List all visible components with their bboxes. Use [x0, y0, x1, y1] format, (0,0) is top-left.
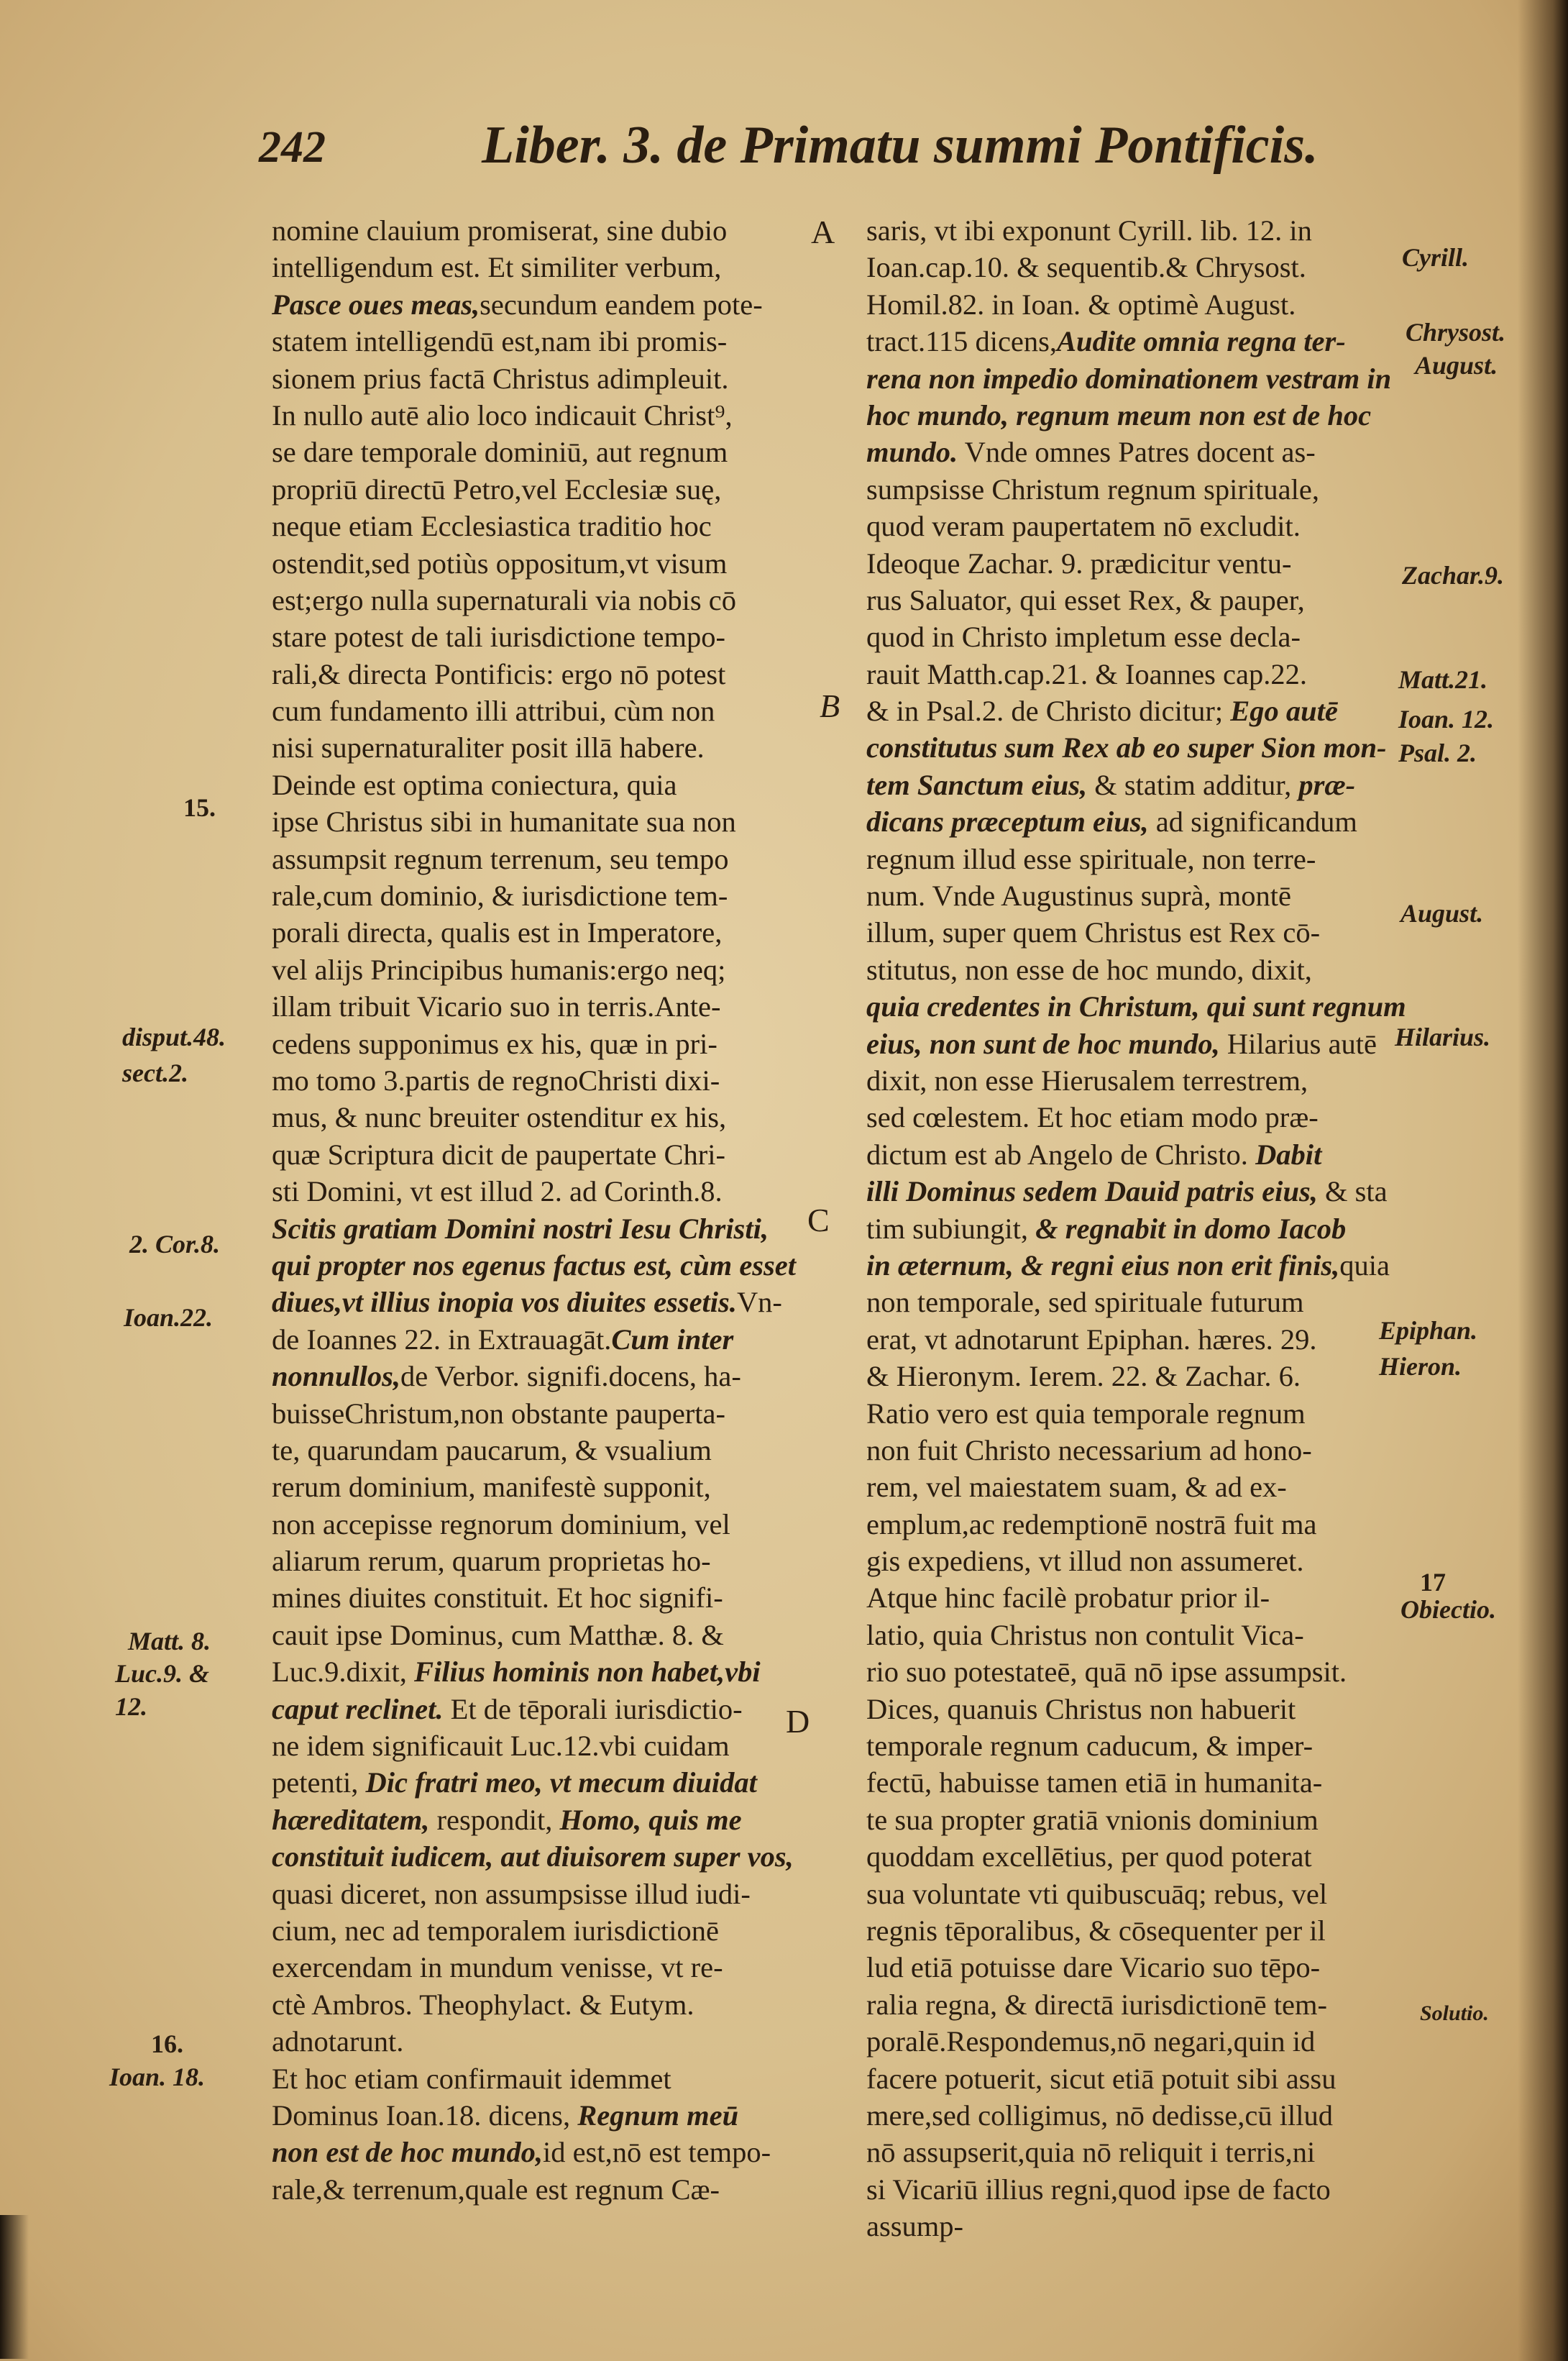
- text-run: Et hoc etiam confirmauit idemmet: [272, 2062, 671, 2095]
- text-line: [866, 951, 1402, 988]
- text-line: [866, 286, 1402, 323]
- text-run: quod veram paupertatem nō excludit.: [866, 510, 1301, 543]
- section-mark-b: B: [820, 688, 840, 724]
- text-line: [866, 1395, 1402, 1432]
- text-run: non temporale, sed spirituale futurum: [866, 1286, 1304, 1319]
- text-line: [866, 618, 1402, 655]
- margin-note-cyrill: Cyrill.: [1402, 243, 1470, 272]
- text-line: [272, 1876, 804, 1912]
- italic-text: qui propter nos egenus factus est, cùm esset: [272, 1248, 797, 1282]
- text-line: [272, 1026, 804, 1062]
- text-line: [272, 1210, 804, 1247]
- text-line: [866, 360, 1402, 397]
- italic-text: constitutus sum Rex ab eo super Sion mon-: [866, 731, 1387, 764]
- text-line: [272, 249, 804, 286]
- page-number: 242: [259, 123, 326, 172]
- page-header: [259, 115, 1337, 201]
- text-line: [272, 2171, 804, 2208]
- text-run: quod in Christo impletum esse decla-: [866, 621, 1301, 654]
- text-line: [272, 767, 804, 803]
- margin-note-ioan12: Ioan. 12.: [1398, 705, 1495, 734]
- text-line: [272, 803, 804, 840]
- margin-note-hilarius: Hilarius.: [1395, 1023, 1491, 1051]
- italic-text: hæreditatem,: [272, 1803, 430, 1836]
- text-run: sed cœlestem. Et hoc etiam modo præ-: [866, 1101, 1319, 1134]
- text-line: [272, 286, 804, 323]
- text-line: [272, 1062, 804, 1099]
- text-run: & sta: [1317, 1175, 1388, 1208]
- text-run: assumpsit regnum terrenum, seu tempo: [272, 842, 729, 875]
- text-line: [272, 1506, 804, 1543]
- italic-text: diues,vt illius inopia vos diuites essetis.: [272, 1286, 737, 1319]
- margin-note-chrysost: Chrysost.: [1406, 318, 1506, 347]
- text-run: rale,& terrenum,quale est regnum Cæ-: [272, 2173, 720, 2206]
- text-run: porali directa, qualis est in Imperatore,: [272, 916, 723, 949]
- italic-text: Regnum meū: [577, 2099, 739, 2132]
- text-run: ralia regna, & directā iurisdictionē tem-: [866, 1988, 1327, 2021]
- text-line: [866, 1876, 1402, 1912]
- margin-note-sect: sect.2.: [122, 1059, 188, 1087]
- text-line: [272, 212, 804, 249]
- italic-text: præ-: [1298, 768, 1356, 801]
- text-run: mines diuites constituit. Et hoc signifi-: [272, 1581, 723, 1615]
- text-run: ad significandum: [1148, 805, 1357, 839]
- text-run: ostendit,sed potiùs oppositum,vt visum: [272, 547, 728, 580]
- margin-note-zachar: Zachar.9.: [1402, 561, 1505, 590]
- text-run: Ioan.cap.10. & sequentib.& Chrysost.: [866, 251, 1306, 284]
- text-line: [866, 1026, 1402, 1062]
- text-line: [866, 1358, 1402, 1394]
- text-line: [866, 545, 1402, 582]
- text-line: [866, 729, 1402, 766]
- margin-note-16: 16.: [151, 2029, 183, 2058]
- text-run: de Verbor. signifi.docens, ha-: [400, 1360, 741, 1393]
- text-run: Homil.82. in Ioan. & optimè August.: [866, 288, 1296, 321]
- text-run: cum fundamento illi attribui, cùm non: [272, 695, 715, 728]
- text-line: [866, 1506, 1402, 1543]
- margin-note-hieron: Hieron.: [1379, 1352, 1462, 1381]
- text-run: Ratio vero est quia temporale regnum: [866, 1397, 1306, 1430]
- text-run: Dominus Ioan.18. dicens,: [272, 2099, 578, 2132]
- text-line: [866, 1986, 1402, 2023]
- text-line: [272, 693, 804, 729]
- italic-text: mundo.: [866, 436, 958, 469]
- text-line: [866, 397, 1402, 434]
- text-line: [272, 2134, 804, 2170]
- text-line: [866, 1838, 1402, 1875]
- text-line: [272, 1949, 804, 1986]
- text-line: [866, 249, 1402, 286]
- text-line: [866, 767, 1402, 803]
- italic-text: eius, non sunt de hoc mundo,: [866, 1027, 1220, 1060]
- italic-text: rena non impedio dominationem vestram in: [866, 362, 1392, 395]
- margin-note-ioan22: Ioan.22.: [124, 1303, 214, 1332]
- text-line: [866, 1949, 1402, 1986]
- margin-note-psal2: Psal. 2.: [1398, 739, 1477, 767]
- text-line: [272, 471, 804, 508]
- text-line: [866, 1210, 1402, 1247]
- text-run: se dare temporale dominiū, aut regnum: [272, 436, 728, 469]
- italic-text: constituit iudicem, aut diuisorem super vos,: [272, 1840, 794, 1873]
- text-line: [272, 1579, 804, 1616]
- text-line: [272, 323, 804, 360]
- text-run: quasi diceret, non assumpsisse illud iudi-: [272, 1877, 751, 1910]
- text-line: [866, 323, 1402, 360]
- italic-text: Homo, quis me: [559, 1803, 742, 1836]
- text-line: [272, 1912, 804, 1949]
- text-run: Ideoque Zachar. 9. prædicitur ventu-: [866, 547, 1292, 580]
- text-run: quoddam excellētius, per quod poterat: [866, 1840, 1312, 1873]
- text-line: [272, 545, 804, 582]
- italic-text: tem Sanctum eius,: [866, 768, 1088, 801]
- text-line: [866, 1653, 1402, 1690]
- text-run: stare potest de tali iurisdictione tempo-: [272, 621, 725, 654]
- italic-text: caput reclinet.: [272, 1692, 444, 1725]
- text-run: rerum dominium, manifestè supponit,: [272, 1471, 711, 1504]
- text-line: [866, 2023, 1402, 2060]
- text-line: [272, 1099, 804, 1136]
- text-line: [866, 582, 1402, 618]
- text-run: intelligendum est. Et similiter verbum,: [272, 251, 722, 284]
- text-line: [272, 656, 804, 693]
- text-line: [866, 1912, 1402, 1949]
- italic-text: hoc mundo, regnum meum non est de hoc: [866, 398, 1372, 431]
- italic-text: Filius hominis non habet,vbi: [413, 1656, 761, 1689]
- text-run: regnum illud esse spirituale, non terre-: [866, 842, 1316, 875]
- text-line: [272, 1801, 804, 1838]
- text-run: illam tribuit Vicario suo in terris.Ante-: [272, 990, 721, 1023]
- text-line: [866, 1469, 1402, 1505]
- text-line: [272, 1727, 804, 1764]
- text-run: buisseChristum,non obstante pauperta-: [272, 1397, 726, 1430]
- text-run: dixit, non esse Hierusalem terrestrem,: [866, 1064, 1308, 1097]
- text-line: [866, 1136, 1402, 1173]
- text-line: [272, 434, 804, 470]
- text-line: [272, 1764, 804, 1801]
- margin-note-2cor: 2. Cor.8.: [129, 1230, 221, 1259]
- text-run: sua voluntate vti quibuscuāq; rebus, vel: [866, 1877, 1328, 1910]
- text-run: saris, vt ibi exponunt Cyrill. lib. 12. in: [866, 214, 1312, 247]
- margin-note-disput: disput.48.: [122, 1023, 226, 1051]
- text-run: emplum,ac redemptionē nostrā fuit ma: [866, 1507, 1317, 1540]
- section-mark-c: C: [807, 1202, 830, 1238]
- text-run: est;ergo nulla supernaturali via nobis cō: [272, 583, 736, 616]
- text-line: [272, 951, 804, 988]
- margin-note-17: 17: [1420, 1568, 1446, 1597]
- text-line: [272, 1543, 804, 1579]
- margin-note-solutio: Solutio.: [1420, 2001, 1489, 2025]
- text-line: [272, 2023, 804, 2060]
- text-line: [866, 1579, 1402, 1616]
- running-title: Liber. 3. de Primatu summi Pontificis.: [482, 116, 1319, 175]
- text-run: rio suo potestateē, quā nō ipse assumpsit.: [866, 1656, 1347, 1689]
- text-run: aliarum rerum, quarum proprietas ho-: [272, 1545, 711, 1578]
- text-line: [866, 2171, 1402, 2208]
- italic-text: Scitis gratiam Domini nostri Iesu Christi,: [272, 1212, 769, 1245]
- text-run: Dices, quanuis Christus non habuerit: [866, 1692, 1296, 1725]
- text-run: nisi supernaturaliter posit illā habere.: [272, 731, 705, 764]
- text-line: [272, 729, 804, 766]
- italic-text: quia credentes in Christum, qui sunt regnum: [866, 990, 1406, 1023]
- text-run: Deinde est optima coniectura, quia: [272, 768, 677, 801]
- text-run: temporale regnum caducum, & imper-: [866, 1730, 1313, 1763]
- text-line: [866, 1247, 1402, 1284]
- text-run: illum, super quem Christus est Rex cō-: [866, 916, 1321, 949]
- text-run: vel alijs Principibus humanis:ergo neq;: [272, 953, 726, 986]
- margin-note-luc9: Luc.9. &: [115, 1659, 209, 1688]
- text-run: quia: [1339, 1248, 1390, 1282]
- italic-text: non est de hoc mundo,: [272, 2136, 543, 2169]
- italic-text: Cum inter: [611, 1323, 734, 1356]
- italic-text: in æternum, & regni eius non erit finis,: [866, 1248, 1340, 1282]
- italic-text: illi Dominus sedem Dauid patris eius,: [866, 1175, 1318, 1208]
- text-line: [272, 2060, 804, 2097]
- text-run: fectū, habuisse tamen etiā in humanita-: [866, 1766, 1323, 1799]
- text-run: sumpsisse Christum regnum spirituale,: [866, 472, 1319, 506]
- text-run: Luc.9.dixit,: [272, 1656, 414, 1689]
- text-line: [866, 2208, 1402, 2244]
- text-line: [272, 1653, 804, 1690]
- text-run: assump-: [866, 2210, 963, 2243]
- margin-note-12: 12.: [115, 1692, 147, 1721]
- text-line: [866, 1099, 1402, 1136]
- text-run: sionem prius factā Christus adimpleuit.: [272, 362, 729, 395]
- italic-text: Dabit: [1255, 1138, 1322, 1171]
- text-run: non accepisse regnorum dominium, vel: [272, 1507, 730, 1540]
- text-run: cauit ipse Dominus, cum Matthæ. 8. &: [272, 1618, 724, 1651]
- text-line: [866, 434, 1402, 470]
- text-run: stitutus, non esse de hoc mundo, dixit,: [866, 953, 1312, 986]
- text-line: [272, 618, 804, 655]
- text-line: [866, 656, 1402, 693]
- text-line: [866, 988, 1406, 1025]
- italic-text: Ego autē: [1230, 695, 1338, 728]
- page-gutter-shadow: [1518, 0, 1568, 2361]
- text-run: regnis tēporalibus, & cōsequenter per il: [866, 1914, 1326, 1947]
- text-run: rem, vel maiestatem suam, & ad ex-: [866, 1471, 1287, 1504]
- text-line: [272, 914, 804, 951]
- text-line: [272, 508, 804, 544]
- italic-text: dicans præceptum eius,: [866, 805, 1149, 839]
- text-line: [866, 1727, 1402, 1764]
- text-line: [866, 1617, 1402, 1653]
- text-run: facere potuerit, sicut etiā potuit sibi assu: [866, 2062, 1337, 2095]
- text-run: de Ioannes 22. in Extrauagāt.: [272, 1323, 612, 1356]
- text-run: propriū directū Petro,vel Ecclesiæ suę,: [272, 472, 722, 506]
- text-run: sti Domini, vt est illud 2. ad Corinth.8.: [272, 1175, 723, 1208]
- text-line: [866, 1321, 1402, 1358]
- text-line: [272, 877, 804, 914]
- text-line: [272, 1617, 804, 1653]
- text-run: rale,cum dominio, & iurisdictione tem-: [272, 880, 728, 913]
- text-run: lud etiā potuisse dare Vicario suo tēpo-: [866, 1951, 1321, 1984]
- text-line: [866, 2097, 1402, 2134]
- text-line: [272, 1136, 804, 1173]
- text-run: adnotarunt.: [272, 2025, 404, 2058]
- text-run: ipse Christus sibi in humanitate sua non: [272, 805, 736, 839]
- margin-note-epiphan: Epiphan.: [1379, 1316, 1478, 1345]
- text-run: rali,& directa Pontificis: ergo nō potest: [272, 657, 726, 690]
- text-line: [866, 212, 1402, 249]
- text-line: [272, 1247, 804, 1284]
- text-line: [272, 841, 804, 877]
- text-run: erat, vt adnotarunt Epiphan. hæres. 29.: [866, 1323, 1317, 1356]
- text-run: petenti,: [272, 1766, 366, 1799]
- text-line: [866, 1801, 1402, 1838]
- text-run: & Hieronym. Ierem. 22. & Zachar. 6.: [866, 1360, 1301, 1393]
- text-line: [866, 693, 1402, 729]
- margin-note-matt8: Matt. 8.: [128, 1627, 211, 1656]
- text-line: [272, 1395, 804, 1432]
- margin-note-august-2: August.: [1400, 899, 1484, 928]
- text-run: secundum eandem pote-: [480, 288, 763, 321]
- italic-text: nonnullos,: [272, 1360, 400, 1393]
- text-run: cium, nec ad temporalem iurisdictionē: [272, 1914, 719, 1947]
- margin-note-august: August.: [1415, 351, 1498, 380]
- text-run: poralē.Respondemus,nō negari,quin id: [866, 2025, 1316, 2058]
- text-line: [866, 877, 1402, 914]
- text-line: [272, 988, 804, 1025]
- left-text-column: [272, 212, 804, 2208]
- section-mark-d: D: [786, 1703, 810, 1740]
- text-run: mere,sed colligimus, nō dedisse,cū illud: [866, 2099, 1334, 2132]
- margin-note-ioan18: Ioan. 18.: [109, 2063, 206, 2091]
- text-run: rauit Matth.cap.21. & Ioannes cap.22.: [866, 657, 1307, 690]
- text-run: tim subiungit,: [866, 1212, 1036, 1245]
- text-line: [866, 1764, 1402, 1801]
- text-line: [272, 1284, 804, 1320]
- margin-note-obiectio: Obiectio.: [1400, 1595, 1496, 1624]
- text-run: exercendam in mundum venisse, vt re-: [272, 1951, 723, 1984]
- margin-note-matt21: Matt.21.: [1398, 665, 1488, 694]
- right-text-column: [866, 212, 1406, 2244]
- text-line: [866, 841, 1402, 877]
- text-line: [272, 1321, 804, 1358]
- text-line: [272, 1358, 804, 1394]
- text-run: cedens supponimus ex his, quæ in pri-: [272, 1027, 717, 1060]
- text-line: [272, 360, 804, 397]
- text-run: gis expediens, vt illud non assumeret.: [866, 1545, 1304, 1578]
- text-line: [866, 1543, 1402, 1579]
- text-run: rus Saluator, qui esset Rex, & pauper,: [866, 583, 1305, 616]
- text-run: & in Psal.2. de Christo dicitur;: [866, 695, 1231, 728]
- text-line: [866, 508, 1402, 544]
- text-line: [272, 1838, 804, 1875]
- text-run: id est,nō est tempo-: [542, 2136, 771, 2169]
- text-run: Et de tēporali iurisdictio-: [443, 1692, 743, 1725]
- margin-note-15: 15.: [183, 793, 216, 822]
- text-run: statem intelligendū est,nam ibi promis-: [272, 325, 728, 358]
- text-line: [866, 471, 1402, 508]
- text-run: quæ Scriptura dicit de paupertate Chri-: [272, 1138, 725, 1171]
- text-run: num. Vnde Augustinus suprà, montē: [866, 880, 1291, 913]
- text-run: ne idem significauit Luc.12.vbi cuidam: [272, 1730, 730, 1763]
- text-run: si Vicariū illius regni,quod ipse de facto: [866, 2173, 1331, 2206]
- text-line: [866, 1062, 1402, 1099]
- text-run: nō assupserit,quia nō reliquit i terris,ni: [866, 2136, 1316, 2169]
- text-line: [866, 1284, 1402, 1320]
- text-line: [866, 914, 1402, 951]
- text-run: dictum est ab Angelo de Christo.: [866, 1138, 1256, 1171]
- text-line: [272, 2097, 804, 2134]
- text-line: [272, 1469, 804, 1505]
- text-line: [866, 1691, 1402, 1727]
- text-run: latio, quia Christus non contulit Vica-: [866, 1618, 1304, 1651]
- text-line: [272, 1173, 804, 1210]
- text-line: [866, 2134, 1402, 2170]
- section-mark-a: A: [811, 214, 835, 250]
- italic-text: Dic fratri meo, vt mecum diuidat: [365, 1766, 757, 1799]
- text-line: [866, 803, 1402, 840]
- text-run: nomine clauium promiserat, sine dubio: [272, 214, 728, 247]
- italic-text: Pasce oues meas,: [272, 288, 480, 321]
- text-run: neque etiam Ecclesiastica traditio hoc: [272, 510, 712, 543]
- text-run: respondit,: [429, 1803, 560, 1836]
- text-run: mo tomo 3.partis de regnoChristi dixi-: [272, 1064, 720, 1097]
- text-line: [272, 1432, 804, 1469]
- text-line: [866, 1432, 1402, 1469]
- text-line: [272, 1691, 804, 1727]
- text-run: te, quarundam paucarum, & vsualium: [272, 1433, 712, 1466]
- text-run: Hilarius autē: [1219, 1027, 1377, 1060]
- text-run: ctè Ambros. Theophylact. & Eutym.: [272, 1988, 694, 2021]
- text-line: [272, 1986, 804, 2023]
- page-edge-stain: [0, 2215, 29, 2359]
- text-run: mus, & nunc breuiter ostenditur ex his,: [272, 1101, 727, 1134]
- text-line: [272, 582, 804, 618]
- italic-text: Audite omnia regna ter-: [1057, 325, 1346, 358]
- text-run: tract.115 dicens,: [866, 325, 1058, 358]
- text-run: In nullo autē alio loco indicauit Christ⁹,: [272, 398, 733, 431]
- text-line: [866, 1173, 1402, 1210]
- italic-text: & regnabit in domo Iacob: [1035, 1212, 1347, 1245]
- text-line: [866, 2060, 1402, 2097]
- text-run: Vnde omnes Patres docent as-: [958, 436, 1316, 469]
- text-line: [272, 397, 804, 434]
- text-run: & statim additur,: [1087, 768, 1299, 801]
- text-run: te sua propter gratiā vnionis dominium: [866, 1803, 1319, 1836]
- text-run: Atque hinc facilè probatur prior il-: [866, 1581, 1270, 1615]
- text-run: non fuit Christo necessarium ad hono-: [866, 1433, 1312, 1466]
- text-run: Vn-: [736, 1286, 782, 1319]
